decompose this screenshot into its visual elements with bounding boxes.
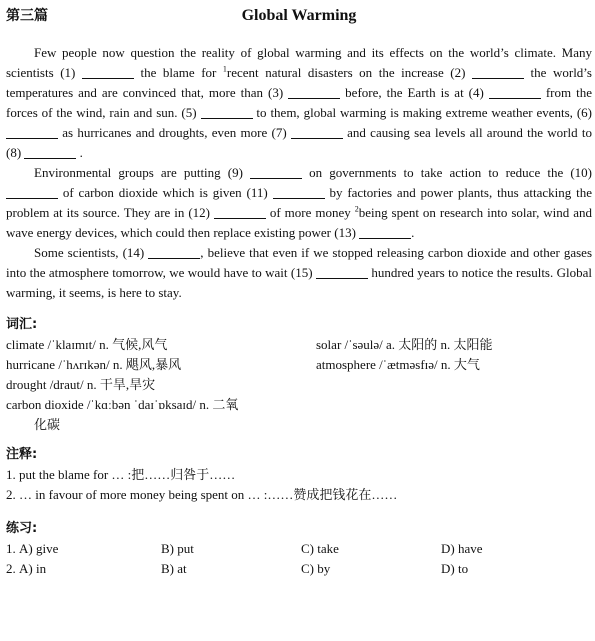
- text: and causing sea levels all around the world to (8): [6, 125, 592, 160]
- text: being spent on research into solar, wind and wave energy devices, which could then replace existing power (13): [6, 205, 592, 240]
- text: Environmental groups are putting (9): [34, 165, 251, 180]
- blank-11[interactable]: [273, 184, 325, 199]
- section-label: 第三篇: [6, 8, 48, 24]
- text: before, the Earth is at (4): [340, 85, 489, 100]
- page: [6, 0, 592, 579]
- option[interactable]: D) have: [441, 541, 483, 556]
- exercise-number: 2.: [6, 561, 16, 576]
- text: from the forces of the wind, rain and sun. (5): [6, 85, 592, 120]
- vocabulary-list: [6, 335, 592, 431]
- blank-3[interactable]: [288, 84, 340, 99]
- text: the world’s temperatures and are convinced that, more than (3): [6, 65, 592, 100]
- vocabulary-heading: 词汇:: [6, 317, 38, 332]
- title-row: [6, 0, 592, 28]
- option[interactable]: B) at: [161, 561, 187, 576]
- blank-14[interactable]: [148, 244, 200, 259]
- blank-15[interactable]: [316, 264, 368, 279]
- text: recent natural disasters on the increase (2): [226, 65, 472, 80]
- passage: [6, 43, 592, 303]
- text: Few people now question the reality of global warming and its effects on the world’s climate. Many scientists (1): [6, 45, 592, 80]
- exercise-number: 1.: [6, 541, 16, 556]
- option[interactable]: C) by: [301, 561, 331, 576]
- option[interactable]: A) in: [19, 561, 47, 576]
- text: of more money: [265, 205, 355, 220]
- blank-2[interactable]: [472, 64, 524, 79]
- blank-7[interactable]: [291, 124, 343, 139]
- blank-1[interactable]: [82, 64, 134, 79]
- vocab-item: atmosphere /ˈætməsfɪə/ n. 大气: [316, 357, 480, 372]
- note-item: 1. put the blame for … :把……归咎于……: [6, 467, 236, 482]
- exercises-heading: 练习:: [6, 521, 38, 536]
- text: .: [76, 145, 83, 160]
- blank-5[interactable]: [201, 104, 253, 119]
- option[interactable]: A) give: [19, 541, 59, 556]
- vocab-item: solar /ˈsəulə/ a. 太阳的 n. 太阳能: [316, 337, 493, 352]
- text: of carbon dioxide which is given (11): [58, 185, 273, 200]
- text: on governments to take action to reduce the (10): [302, 165, 592, 180]
- vocab-item: carbon dioxide /ˈkɑːbən ˈdaɪˈɒksaɪd/ n. 二氧: [6, 397, 239, 412]
- blank-4[interactable]: [489, 84, 541, 99]
- exercise-row: [6, 539, 592, 559]
- option[interactable]: C) take: [301, 541, 339, 556]
- exercise-row: [6, 559, 592, 579]
- notes-heading: 注释:: [6, 447, 38, 462]
- vocab-item: hurricane /ˈhʌrɪkən/ n. 飓风,暴风: [6, 357, 182, 372]
- page-title: Global Warming: [241, 7, 357, 24]
- text: to them, global warming is making extreme weather events, (6): [252, 105, 592, 120]
- footnote-marker: 1: [222, 64, 227, 74]
- text: as hurricanes and droughts, even more (7): [58, 125, 291, 140]
- option[interactable]: D) to: [441, 561, 469, 576]
- blank-6[interactable]: [6, 124, 58, 139]
- blank-8[interactable]: [24, 144, 76, 159]
- text: , believe that even if we stopped releasing carbon dioxide and other gases into the atmosphere tomorrow, we would have to wait (15): [6, 245, 593, 280]
- vocab-item: drought /draut/ n. 干旱,旱灾: [6, 377, 156, 392]
- text: the blame for: [133, 65, 223, 80]
- blank-10[interactable]: [6, 184, 58, 199]
- text: hundred years to notice the results. Global warming, it seems, is here to stay.: [6, 265, 593, 300]
- option[interactable]: B) put: [161, 541, 194, 556]
- paragraph-1: [6, 43, 592, 163]
- footnote-marker: 2: [354, 204, 359, 214]
- vocab-item: 化碳: [34, 417, 61, 432]
- blank-13[interactable]: [359, 224, 411, 239]
- text: Some scientists, (14): [34, 245, 149, 260]
- paragraph-2: [6, 163, 592, 243]
- paragraph-3: [6, 243, 592, 303]
- blank-9[interactable]: [250, 164, 302, 179]
- vocab-item: climate /ˈklaɪmɪt/ n. 气候,风气: [6, 337, 168, 352]
- blank-12[interactable]: [214, 204, 266, 219]
- text: by factories and power plants, thus attacking the problem at its source. They are in (12): [6, 185, 592, 220]
- note-item: 2. … in favour of more money being spent on … :……赞成把钱花在……: [6, 487, 398, 502]
- text: .: [411, 225, 415, 240]
